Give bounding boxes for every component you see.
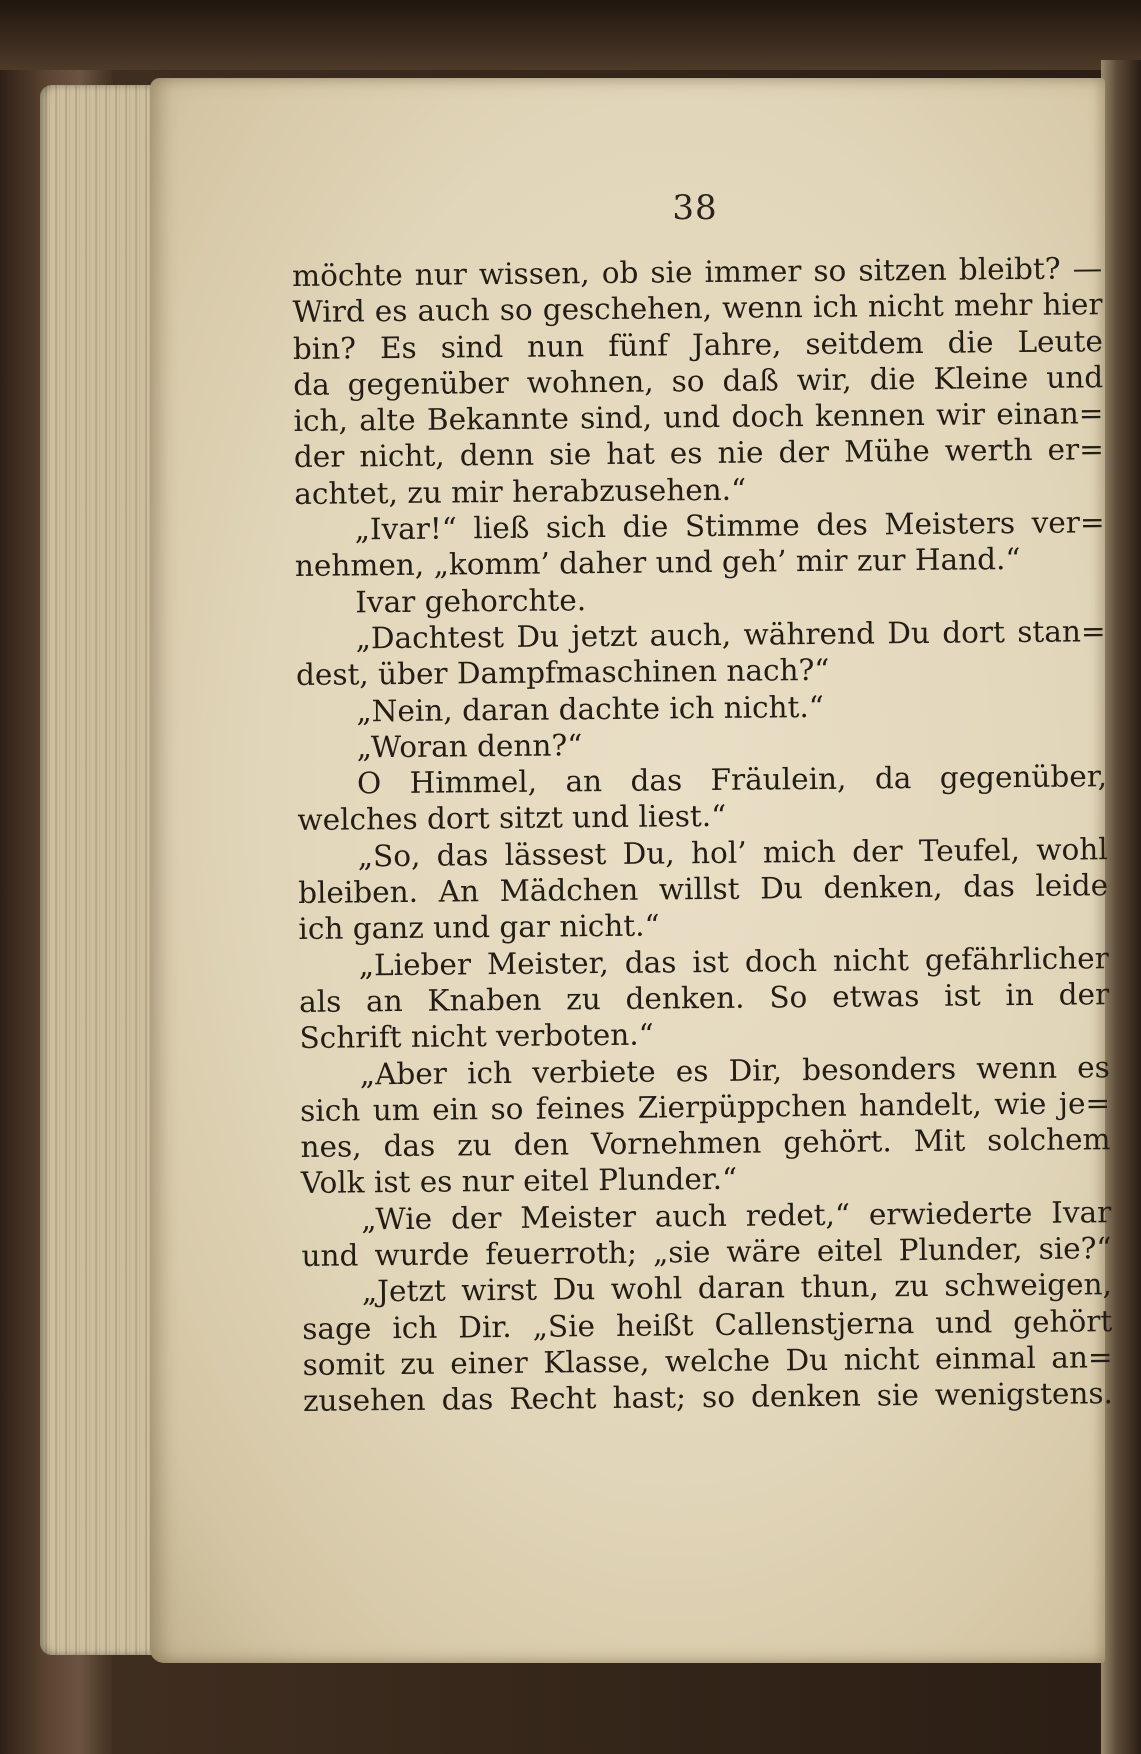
text-line: dest, über Dampfmaschinen nach?“ [295, 653, 830, 693]
text-line: „Ivar!“ ließ sich die Stimme des Meisters ver= [354, 505, 1105, 547]
text-line: „So, das lässest Du, hol’ mich der Teufel, wohl [357, 831, 1108, 874]
text-line: der nicht, denn sie hat es nie der Mühe werth er= [293, 432, 1105, 475]
text-line: nehmen, „komm’ daher und geh’ mir zur Hand.“ [294, 542, 1021, 584]
text-line: sage ich Dir. „Sie heißt Callenstjerna und gehört [302, 1303, 1113, 1346]
text-line: „Nein, daran dachte ich nicht.“ [356, 689, 825, 728]
text-line: ich ganz und gar nicht.“ [298, 908, 660, 947]
text-line: „Jetzt wirst Du wohl daran thun, zu schweigen, [361, 1267, 1113, 1309]
page-text-block [292, 250, 1113, 1419]
text-line: Volk ist es nur eitel Plunder.“ [300, 1162, 738, 1201]
text-line: nes, das zu den Vornehmen gehört. Mit solchem [300, 1122, 1111, 1165]
text-line: bleiben. An Mädchen willst Du denken, das leide [297, 868, 1109, 911]
text-line: sich um ein so feines Zierpüppchen handelt, wie je= [300, 1086, 1111, 1128]
text-line: O Himmel, an das Fräulein, da gegenüber, [356, 759, 1108, 801]
text-line: ich, alte Bekannte sind, und doch kennen wir einan= [293, 396, 1104, 439]
text-line: bin? Es sind nun fünf Jahre, seitdem die Leute [292, 323, 1103, 366]
text-line: „Woran denn?“ [356, 728, 583, 765]
text-line: da gegenüber wohnen, so daß wir, die Kleine und [293, 360, 1104, 402]
text-line: achtet, zu mir herabzusehen.“ [294, 472, 747, 511]
text-line: Schrift nicht verboten.“ [299, 1017, 654, 1056]
text-line: „Wie der Meister auch redet,“ erwiederte Ivar [361, 1194, 1112, 1237]
page-number: 38 [672, 188, 718, 228]
text-line: somit zu einer Klasse, welche Du nicht einmal an= [302, 1340, 1113, 1382]
text-line: möchte nur wissen, ob sie immer so sitzen bleibt? — [292, 251, 1103, 293]
text-line: als an Knaben zu denken. So etwas ist in der [298, 977, 1110, 1019]
text-line: welches dort sitzt und liest.“ [297, 799, 727, 838]
text-line: „Aber ich verbiete es Dir, besonders wenn es [359, 1049, 1110, 1091]
text-line: „Lieber Meister, das ist doch nicht gefährlicher [358, 940, 1109, 983]
text-line: Wird es auch so geschehen, wenn ich nicht mehr hier [292, 287, 1103, 330]
text-line: und wurde feuerroth; „sie wäre eitel Plunder, sie?“ [301, 1231, 1112, 1273]
text-line: Ivar gehorchte. [355, 582, 587, 620]
text-line: zusehen das Recht hast; so denken sie wenigstens. [302, 1376, 1114, 1419]
book-cover-top-edge [0, 0, 1141, 70]
text-line: „Dachtest Du jetzt auch, während Du dort stan= [355, 614, 1106, 656]
